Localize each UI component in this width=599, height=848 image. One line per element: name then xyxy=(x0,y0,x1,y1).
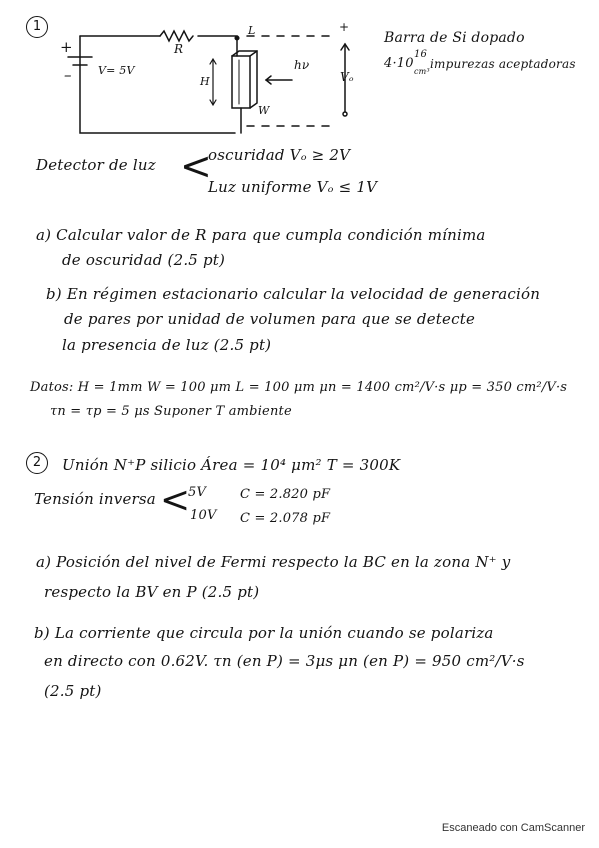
resistor-label: R xyxy=(174,42,184,56)
problem-2-number: 2 xyxy=(26,452,48,474)
question-1a-line-1: a) Calcular valor de R para que cumpla condición mínima xyxy=(36,226,486,244)
battery-plus-label: + xyxy=(60,38,73,56)
dark-condition: oscuridad Vₒ ≥ 2V xyxy=(208,146,351,164)
data-line-1: Datos: H = 1mm W = 100 μm L = 100 μm μn = 1400 cm²/V·s μp = 350 cm²/V·s xyxy=(30,380,568,395)
capacitance-1: C = 2.820 pF xyxy=(240,487,331,502)
question-1b-line-1: b) En régimen estacionario calcular la velocidad de generación xyxy=(46,285,541,303)
data-line-2: τn = τp = 5 μs Suponer T ambiente xyxy=(50,404,292,419)
detector-label: Detector de luz xyxy=(36,156,156,174)
problem-2-header: Unión N⁺P silicio Área = 10⁴ μm² T = 300K xyxy=(62,456,401,474)
question-2a-line-2: respecto la BV en P (2.5 pt) xyxy=(44,583,260,601)
question-2b-line-2: en directo con 0.62V. τn (en P) = 3μs μn (en P) = 950 cm²/V·s xyxy=(44,652,525,670)
capacitance-2: C = 2.078 pF xyxy=(240,511,331,526)
question-2a-line-1: a) Posición del nivel de Fermi respecto la BC en la zona N⁺ y xyxy=(36,553,511,571)
question-2b-line-3: (2.5 pt) xyxy=(44,682,102,700)
voltage-1: 5V xyxy=(188,485,207,500)
resistor-symbol xyxy=(160,31,193,41)
question-1b-line-2: de pares por unidad de volumen para que se detecte xyxy=(64,310,476,328)
doping-coefficient: 4·10 xyxy=(384,56,414,71)
output-plus-label: + xyxy=(339,20,350,34)
supply-voltage-label: V= 5V xyxy=(98,64,135,77)
voltage-2: 10V xyxy=(190,508,217,523)
height-label: H xyxy=(200,75,210,88)
doping-exponent: 16 xyxy=(414,49,428,60)
question-1b-line-3: la presencia de luz (2.5 pt) xyxy=(62,336,272,354)
doping-unit: cm³ xyxy=(414,67,430,76)
light-label: hν xyxy=(294,58,310,72)
si-bar xyxy=(232,56,250,108)
reverse-voltage-brace: < xyxy=(160,480,191,521)
doping-description: impurezas aceptadoras xyxy=(430,57,576,71)
bar-title: Barra de Si dopado xyxy=(384,30,525,46)
battery-minus-label: – xyxy=(64,66,72,84)
length-label: L xyxy=(248,24,256,37)
detector-brace: < xyxy=(180,144,212,188)
question-1a-line-2: de oscuridad (2.5 pt) xyxy=(62,251,226,269)
circuit-wire-left xyxy=(80,36,235,133)
light-condition: Luz uniforme Vₒ ≤ 1V xyxy=(208,178,378,196)
problem-1-number: 1 xyxy=(26,16,48,38)
width-label: W xyxy=(258,104,270,117)
reverse-voltage-label: Tensión inversa xyxy=(34,490,156,508)
question-2b-line-1: b) La corriente que circula por la unión cuando se polariza xyxy=(34,624,494,642)
scanner-footer: Escaneado con CamScanner xyxy=(441,822,585,834)
output-voltage-label: Vₒ xyxy=(340,70,354,84)
